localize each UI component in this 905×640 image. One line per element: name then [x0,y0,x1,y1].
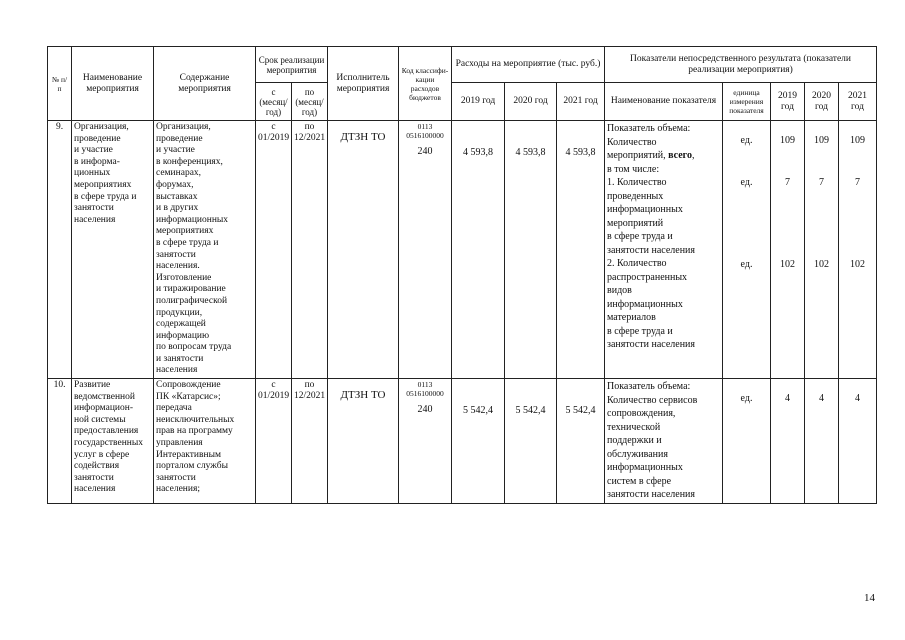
table-row [48,121,877,379]
row-indicator-2020: 109 7 102 [805,121,839,379]
header-year-2019: 2019 год [452,83,505,121]
row-indicator-2019: 109 7 102 [771,121,805,379]
header-from: с (месяц/ год) [256,83,292,121]
row-money-2019: 4 593,8 [452,121,505,379]
row-content: Организация, проведение и участие в конференциях, семинарах, форумах, выставках и в других информационных мероприятиях в сфере труда и занятости населения. Изготовление и тиражирование полиграфической продукции, содержащей информацию по вопросам труда и занятости населения [154,121,256,379]
row-indicator-names: Показатель объема: Количество мероприятий, всего, в том числе: 1. Количество проведенных информационных мероприятий в сфере труда и занятости населения 2. Количество распространенных видов информационных материалов в сфере труда и занятости населения [605,121,723,379]
header-ind-2020: 2020 год [805,83,839,121]
header-period: Срок реализации мероприятия [256,47,328,83]
row-from: с 01/2019 [256,379,292,504]
header-indicators: Показатели непосредственного результата (показатели реализации мероприятия) [605,47,877,83]
row-indicator-2019: 4 [771,379,805,504]
row-name: Развитие ведомственной информацион- ной системы предоставления государственных услуг в сфере содействия занятости населения [72,379,154,504]
row-executor: ДТЗН ТО [328,379,399,504]
header-name: Наименование мероприятия [72,47,154,121]
row-indicator-2021: 109 7 102 [839,121,877,379]
header-ind-2019: 2019 год [771,83,805,121]
header-to: по (месяц/ год) [292,83,328,121]
row-from: с 01/2019 [256,121,292,379]
row-money-2019: 5 542,4 [452,379,505,504]
row-executor: ДТЗН ТО [328,121,399,379]
header-ind-unit: единица измерения показателя [723,83,771,121]
row-content: Сопровождение ПК «Катарсис»; передача неисключительных прав на программу управления Интерактивным порталом службы занятости населения; [154,379,256,504]
row-code: 0113 0516100000 240 [399,121,452,379]
header-content: Содержание мероприятия [154,47,256,121]
header-year-2021: 2021 год [557,83,605,121]
header-expenses: Расходы на мероприятие (тыс. руб.) [452,47,605,83]
row-to: по 12/2021 [292,379,328,504]
row-money-2021: 4 593,8 [557,121,605,379]
row-name: Организация, проведение и участие в информа- ционных мероприятиях в сфере труда и занятости населения [72,121,154,379]
header-num: № п/п [48,47,72,121]
row-money-2020: 4 593,8 [505,121,557,379]
row-indicator-names: Показатель объема: Количество сервисов сопровождения, технической поддержки и обслуживания информационных систем в сфере занятости населения [605,379,723,504]
header-year-2020: 2020 год [505,83,557,121]
header-ind-name: Наименование показателя [605,83,723,121]
row-indicator-2020: 4 [805,379,839,504]
row-num: 9. [48,121,72,379]
row-indicator-units: ед. [723,379,771,504]
row-code: 0113 0516100000 240 [399,379,452,504]
header-ind-2021: 2021 год [839,83,877,121]
row-money-2021: 5 542,4 [557,379,605,504]
table-row [48,379,877,504]
row-to: по 12/2021 [292,121,328,379]
row-money-2020: 5 542,4 [505,379,557,504]
header-code: Код классифи-кации расходов бюджетов [399,47,452,121]
row-indicator-units: ед. ед. ед. [723,121,771,379]
row-indicator-2021: 4 [839,379,877,504]
header-executor: Исполнитель мероприятия [328,47,399,121]
row-num: 10. [48,379,72,504]
page-number: 14 [864,592,875,604]
activities-table [47,46,877,504]
